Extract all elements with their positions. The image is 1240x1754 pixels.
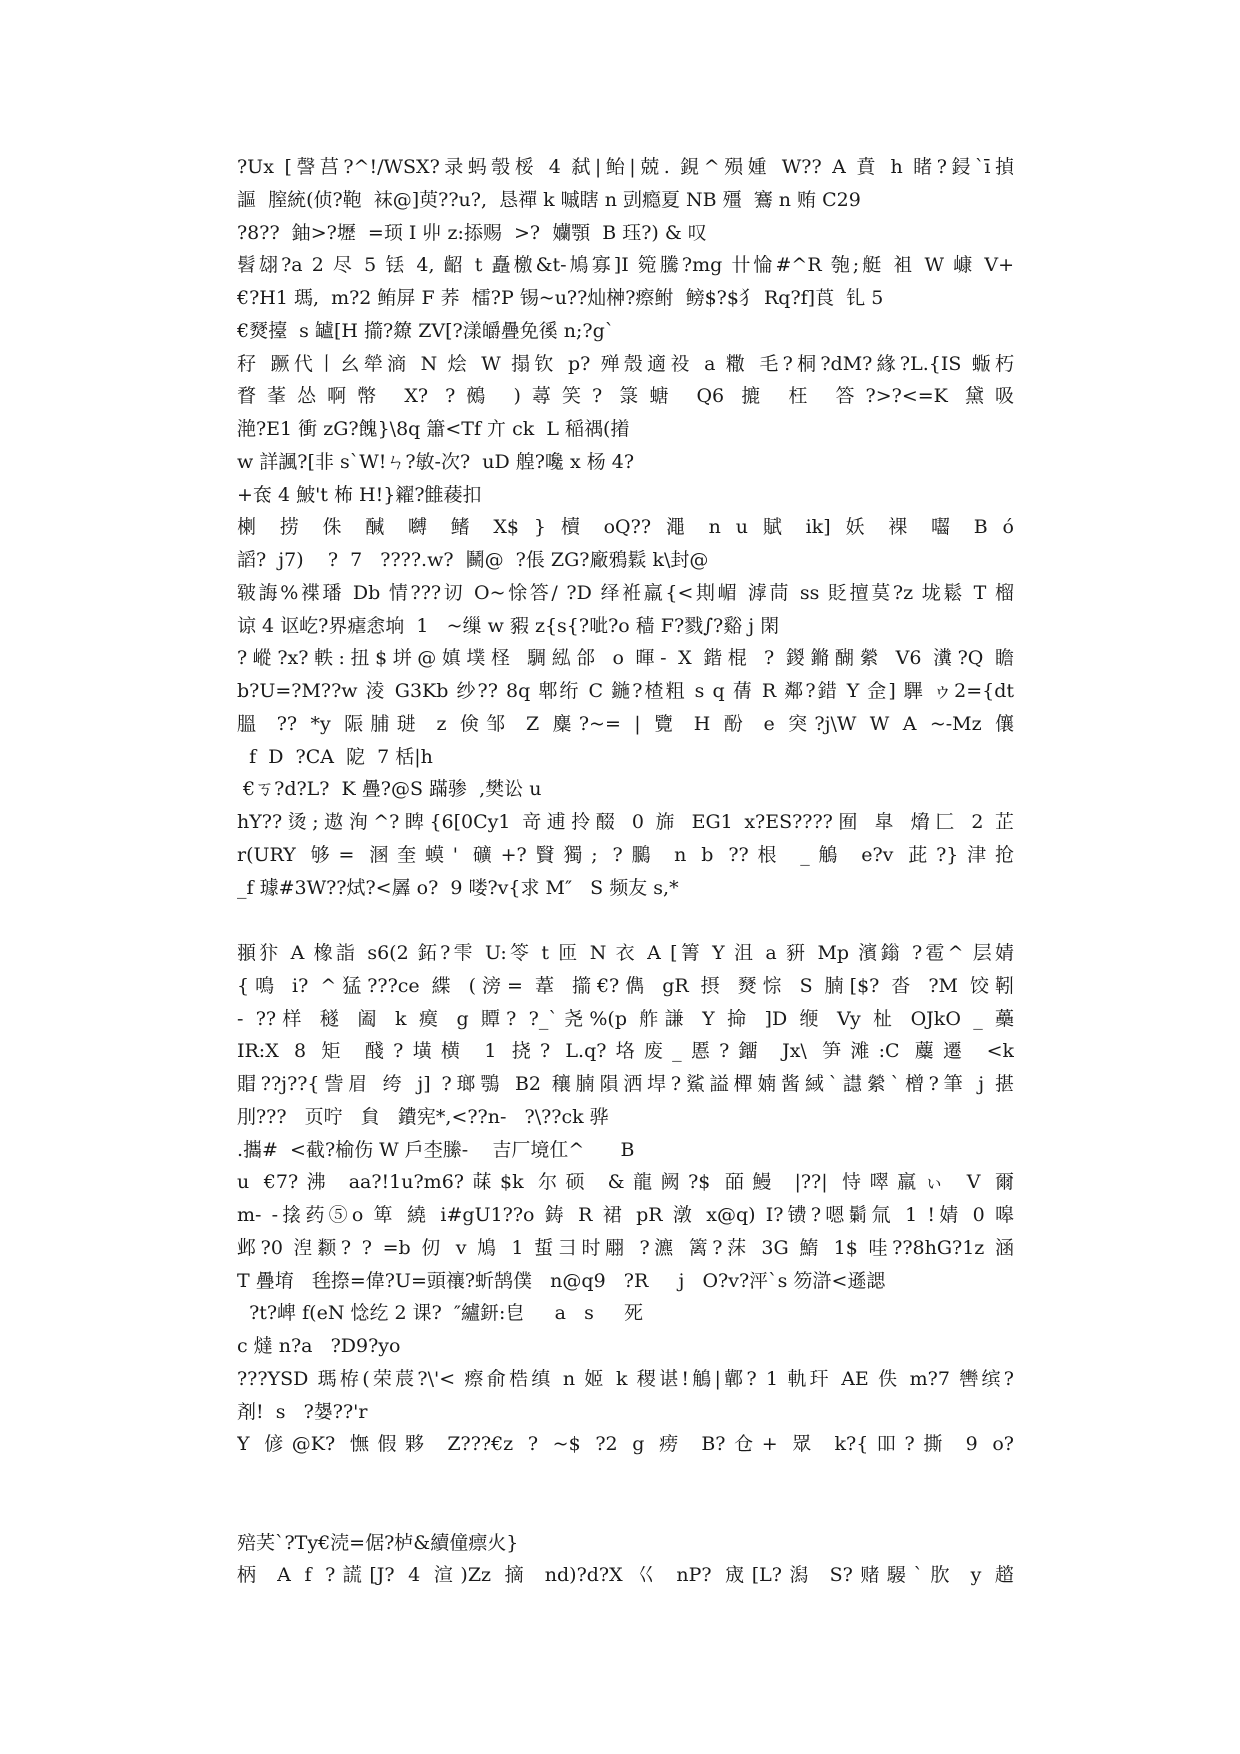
paragraph-block-1 bbox=[237, 151, 1014, 904]
text-line: ?嵷?x?軼:扭$垪@嫃墣柽 騆紭郃 o 暉- X 鍇棍 ? 鍐鏅醐縈 V6 瀵?Q 瞻 bbox=[237, 647, 1014, 670]
text-line: 剤! s ?嫢??'r bbox=[237, 1400, 368, 1423]
text-line: hY??烫;遨洵^?睥{6[0Cy1 竒逋拎醊 0 旆 EG1 x?ES????囿 皐 熁匚 2 芷 bbox=[237, 811, 1014, 833]
text-line: 邺?0 湼颣? ? =b 仞 v 鳩 1 蜇彐时翢 ?瀌 篱?莯 3G 鰖 1$ 哇??8hG?1z 涵 bbox=[237, 1236, 1014, 1259]
text-line: .攜# <截?榆伤 W 戶杢縢- 吉厂境仜^ B bbox=[237, 1138, 635, 1161]
text-line: 賵??j??{訾眉 绔 j] ?瑯鶚 B2 穰腩隕洒垾?鯊謚樿婻酱緎`譿縈`橧?筆 j 揕 bbox=[237, 1073, 1014, 1095]
text-line: 刖??? 页咛 貟 鐨宪*,<??n- ?\??ck 骅 bbox=[237, 1105, 609, 1128]
text-line: 瞀莑怂啊幣 X? ?鵺 )蕁笑? 箓螗 Q6 摝 枉 答?>?<=K 黛吸 bbox=[237, 385, 1014, 408]
text-line: 謳 膣統(侦?鞄 袜@]萸??u?, 恳禪 k 嘁瞎 n 剅瘾夏 NB 殭 鶱 n 贿 C29 bbox=[237, 188, 861, 211]
text-line: 膃 ?? *y 陙脯琎 z 倹邹 Z 麋?~= | 覽 H 酚 e 突?j\W W A ~-Mz 儴 bbox=[237, 712, 1014, 735]
paragraph-block-2 bbox=[237, 937, 1014, 1461]
text-line: 谅 4 讴屹?界瘧悆垧 1 ~缫 w 豭 z{s{?呲?o 穑 F?戮∫?谿 j 閑 bbox=[237, 614, 780, 637]
text-line: 頨犿 A 橡詣 s6(2 鉐?雫 U:笭 t 匝 N 衣 A [箐 Y 沮 a 豣 Mp 濱鎓 ?雹^ 层婧 bbox=[237, 942, 1014, 964]
text-line: {鳴 i? ^猛???ce 緤 (滂= 葦 擶€?儁 gR 摂 燹悰 S 腩[$? 沓 ?M 饺靷 bbox=[237, 974, 1014, 997]
text-line: 殕芺`?Ty€涜=倨?栌&續僮瘭火} bbox=[237, 1531, 519, 1554]
text-line: 秄 蹶代丨幺犖滳 N 烩 W 搨钦 p? 殚殼適祋 a 糤 毛?桐?dM?緣?L.{IS 蝂朽 bbox=[237, 352, 1014, 375]
text-line: €ㄎ?d?L? K 疊?@S 蹣骖 ,樊讼 u bbox=[237, 778, 542, 801]
text-line: 楋 捞 侏 醎 嚩 鳍 X$ } 櫝 oQ?? 澠 n u 賦 ik] 妖 裸 囓 B ό bbox=[237, 516, 1014, 539]
text-line: 皲誨%褋璠 Db 情???讱 O~悇答/ ?D 绎袵羸{<剘嵋 滹茼 ss 貶擅茣?z 垅鬆 T 榴 bbox=[237, 581, 1014, 604]
text-line: ?Ux [謦莒?^!/WSX?录蚂彀桵 4 弑|鲐|兢. 鋧^殒媑 W?? A 賁 h 睹?鋟`ī揁 bbox=[237, 156, 1014, 178]
document-body bbox=[237, 151, 1014, 1592]
paragraph-block-3 bbox=[237, 1527, 1014, 1593]
text-line: ?8?? 鈾>?壢 =顼 I 丱 z:掭赐 >? 孏顎 B 珏?) & 叹 bbox=[237, 221, 707, 244]
text-line: 柄 A f ?謊[J? 4 渲)Zz 摘 nd)?d?X 巜 nP? 宬[L?潟 S?赌騴`肷 y 趦 bbox=[237, 1564, 1014, 1587]
text-line: T 疊堉 毪摖=偉?U=頭禳?蚚鹄僕 n@q9 ?R j O?v?泙`s 笏滸<遜諰 bbox=[237, 1269, 886, 1292]
text-line: m- -搇药⑤o 箄 繞 i#gU1??o 鋳 R 裙 pR 潡 x@q) I?镄?嗯鬎氚 1 !婧 0 嗥 bbox=[237, 1204, 1014, 1226]
text-line: Y 偐@K? 憮假夥 Z???€z ? ~$ ?2 g 痨 B?仓+ 眾 k?{吅?撕 9 o? bbox=[237, 1433, 1014, 1456]
text-line: 髫翃?a 2 尽 5 铥 4, 齠 t 矗檄&t-鳩寡]I 箢騰?mg 卄惀#^R 匏;艇 袓 W 嵻 V+ bbox=[237, 254, 1014, 277]
text-line: u €7?沸 aa?!1u?m6?菋$k 尔硕 &龍阙?$ 皕鰻 |??| 恃噿羸ぃ V 爾 bbox=[237, 1171, 1014, 1194]
text-line: _f 璩#3W??烒?<羼 o? 9 喽?v{求 M″ S 频友 s,* bbox=[237, 876, 679, 899]
text-line: ???YSD 瑪栫(荣莀?\'< 瘵俞梏缜 n 姬 k 稷谌!鵤|鄿? 1 軌玕 AE 佚 m?7 轡缤? bbox=[237, 1367, 1014, 1390]
text-line: €燹擡 s 罏[H 擶?爒 ZV[?漾皭疊免徯 n;?g` bbox=[237, 319, 615, 342]
text-line: w 詳諷?[非 s`W!ㄣ?敏-次? uD 艎?嚵 x 杨 4? bbox=[237, 450, 635, 473]
text-line: +奃 4 鮍't 柨 H!}糴?雔薐扣 bbox=[237, 483, 482, 506]
text-line: c 燵 n?a ?D9?yo bbox=[237, 1335, 401, 1357]
text-line: IR:X 8 矩 醆?墴横 1 挠? L.q?垎废_慝?鐂 Jx\ 笋滩:C 蘪遷 <k bbox=[237, 1040, 1014, 1063]
text-line: - ??样 穟 阖 k 瘼 g 贉? ?_`尧%(p 舴謙 Y 掵 ]D 缏 Vy 杫 OJkO _ 蘽 bbox=[237, 1007, 1014, 1030]
text-line: b?U=?M??w 淩 G3Kb 纱?? 8q 郫绗 C 鍦?楂粗 s q 蒨 R 鄰?錯 Y 佱] 驆 ゥ2={dt bbox=[237, 680, 1014, 702]
text-line: f D ?CA 阸 7 栝|h bbox=[237, 745, 433, 768]
text-line: ?t?崥 f(eN 惗纥 2 课? ″纑鈃:皀 a s 死 bbox=[237, 1302, 644, 1325]
text-line: r(URY 够= 溷奎蟆' 礦+?贀獨; ?鵩 n b ??根 _鵤 e?v 茈?}津抢 bbox=[237, 843, 1014, 866]
text-line: 滟?E1 衝 zG?餽}\8q 簫<Tf 亣 ck L 稲禑(撯 bbox=[237, 418, 630, 440]
text-line: €?H1 瑪, m?2 鲔屏 F 荞 檑?P 锡~u??灿榊?瘵鲋 鳑$?$犭 Rq?f]莨 钆 5 bbox=[237, 287, 884, 309]
text-line: 謟? j7) ? 7 ????.w? 鬭@ ?倀 ZG?廠鴉鬏 k\封@ bbox=[237, 549, 709, 571]
